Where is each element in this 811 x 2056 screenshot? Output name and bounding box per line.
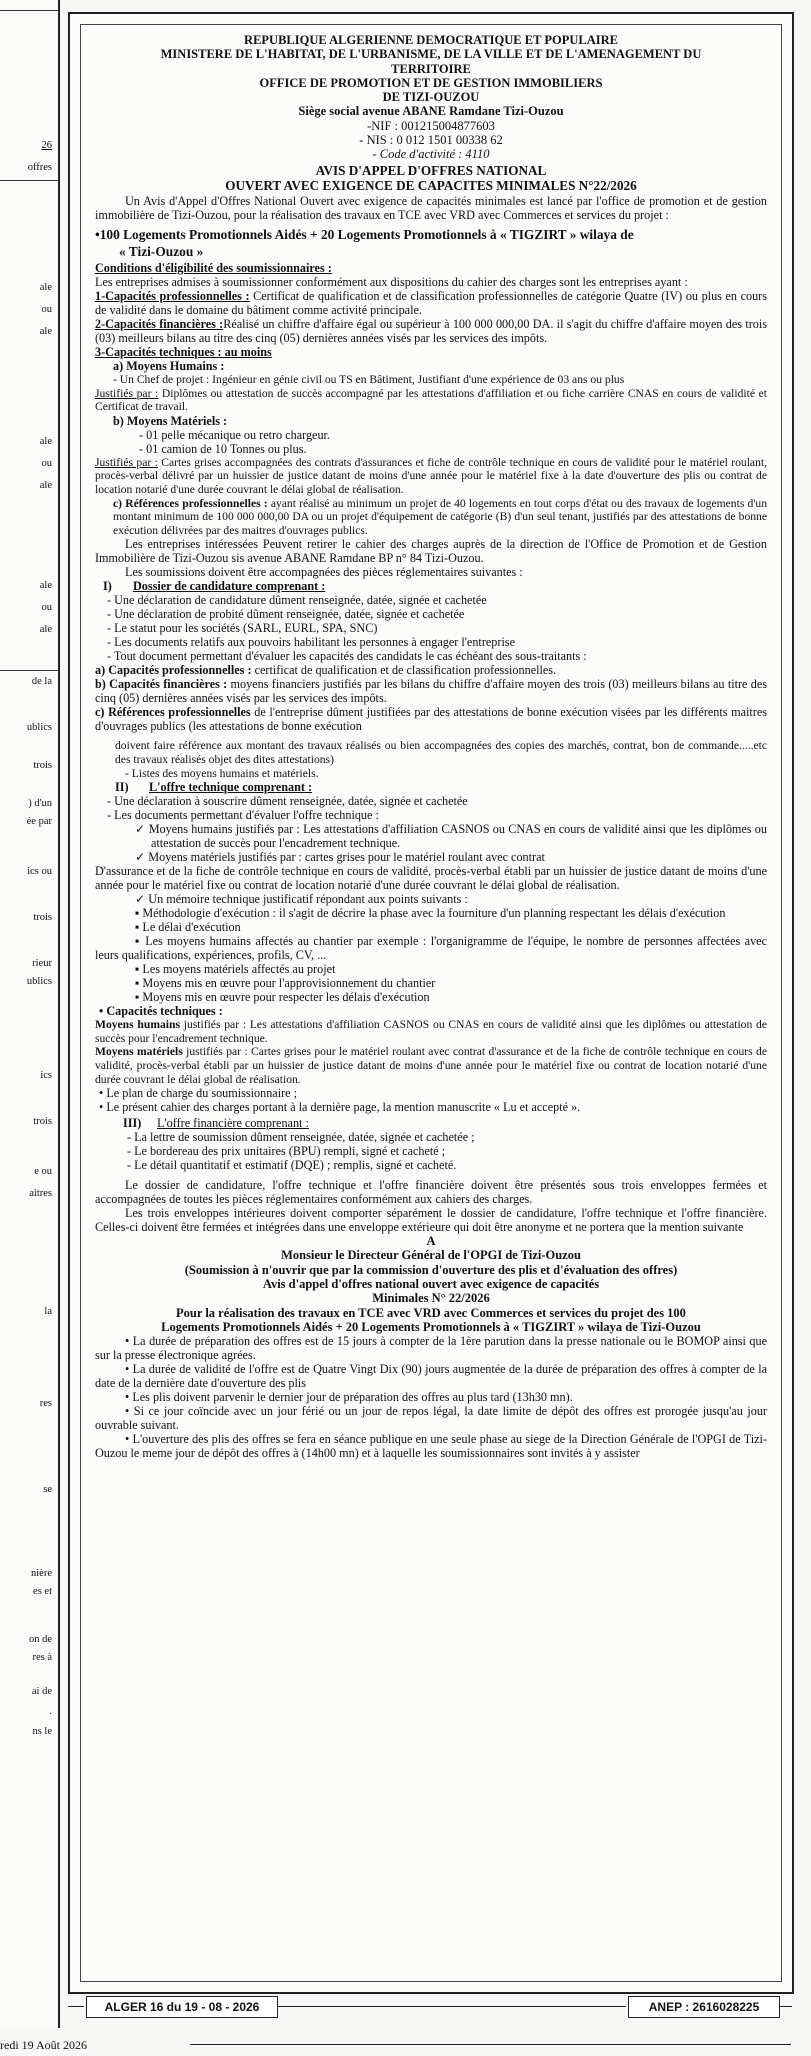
notice-title-line2: OUVERT AVEC EXIGENCE DE CAPACITES MINIMALES N°22/2026: [225, 178, 637, 194]
page-date-line: [0, 2036, 811, 2056]
republic-title: REPUBLIQUE ALGERIENNE DEMOCRATIQUE ET POPULAIRE: [244, 33, 618, 47]
checkmark-icon: ✓: [135, 822, 149, 837]
project-lot: •100 Logements Promotionnels Aidés + 20 Logements Promotionnels à « TIGZIRT » wilaya de: [95, 226, 634, 242]
nis-number: - NIS : 0 012 1501 00338 62: [359, 133, 503, 148]
fragment-text: se: [43, 1484, 52, 1495]
check-item: [95, 822, 767, 850]
list-item: - Une déclaration de probité dûment renseignée, datée, signée et cachetée: [107, 607, 465, 622]
section-title: L'offre financière comprenant :: [157, 1116, 309, 1131]
page-date: redi 19 Août 2026: [0, 2038, 87, 2052]
fragment-text: res à: [32, 1652, 52, 1663]
references-text: ayant réalisé au minimum un projet de 40 logements en tout corps d'état ou des travaux de logements d'un montant minimum de 100 000 000,00 DA ou un projet d'équipement de catégorie (B) d'un seul tenant, justifiés par des attestations de bonne exécution délivrées par des maitres d'ouvrages publics.: [113, 496, 767, 537]
required-documents-intro: Les soumissions doivent être accompagnées des pièces réglementaires suivantes :: [125, 565, 523, 580]
condition-text: Réalisé un chiffre d'affaire égal ou supérieur à 100 000 000,00 DA. il s'agit du chiffre d'affaire moyen des trois (03) meilleurs bilans au titre des cinq (05) dernières années visés par les services des impôts.: [95, 317, 768, 346]
footer: [68, 1996, 794, 2020]
square-bullet-icon: ▪: [135, 990, 143, 1005]
references-label: c) Références professionnelles :: [113, 496, 268, 510]
financial-offer-heading: [95, 1116, 767, 1130]
material-item: - 01 camion de 10 Tonnes ou plus.: [139, 441, 307, 456]
list-item: - La lettre de soumission dûment renseignée, datée, signée et cachetée ;: [127, 1130, 475, 1145]
footer-rule: [68, 2006, 84, 2007]
fragment-text: rieur: [32, 958, 52, 969]
notice-title-line1: AVIS D'APPEL D'OFFRES NATIONAL: [315, 162, 547, 178]
office-title: OFFICE DE PROMOTION ET DE GESTION IMMOBILIERS: [259, 75, 603, 90]
section-title: L'offre technique comprenant :: [149, 780, 313, 795]
list-item: - Listes des moyens humains et matériels.: [125, 766, 319, 780]
mention-project-cont: Logements Promotionnels Aidés + 20 Logements Promotionnels à « TIGZIRT » wilaya de Tizi-Ouzou: [161, 1319, 701, 1334]
fragment-text: nière: [31, 1568, 52, 1579]
bullet-item: [95, 962, 767, 976]
material-means-justification: [95, 1045, 767, 1086]
notice-title: [95, 163, 767, 194]
fragment-text: on de: [28, 1634, 52, 1645]
condition-label: 1-Capacités professionnelles :: [95, 289, 250, 304]
condition-financial: [95, 317, 767, 345]
square-bullet-icon: ▪: [135, 906, 143, 921]
bullet-text: Le plan de charge du soumissionnaire ;: [106, 1086, 297, 1101]
divider: [0, 670, 58, 671]
checkmark-icon: ✓: [135, 892, 149, 907]
fragment-text: ics: [40, 1070, 52, 1081]
bullet-text: Moyens mis en œuvre pour l'approvisionnement du chantier: [142, 976, 436, 991]
bullet-item: [95, 1086, 767, 1100]
condition-text: Certificat de qualification et de classification professionnelles de catégorie Quatre (IV) ou plus en cours de validité dans le domaine du bâtiment comme activité principale.: [95, 289, 767, 318]
fragment-text: trois: [33, 1116, 52, 1127]
closing-deadline: • Les plis doivent parvenir le dernier jour de préparation des offres au plus tard (13h30 mn).: [125, 1390, 573, 1405]
bullet-methodology: [95, 906, 767, 920]
fragment-text: la: [44, 1306, 52, 1317]
announcement-frame: [68, 12, 794, 1994]
activity-code: - Code d'activité : 4110: [372, 147, 490, 162]
bullet-text: Moyens mis en œuvre pour respecter les délais d'exécution: [142, 990, 430, 1005]
means-label: Moyens matériels: [95, 1045, 183, 1059]
closing-holiday: • Si ce jour coïncide avec un jour férié ou un jour de repos légal, la date limite de dépôt des offres est prorogée jusqu'au jour ouvrable suivant.: [95, 1404, 767, 1433]
publication-reference: ALGER 16 du 19 - 08 - 2026: [86, 1996, 278, 2018]
envelope-mention: [95, 1234, 767, 1334]
fragment-text: 26: [41, 140, 52, 151]
fragment-text: ou: [41, 602, 52, 613]
closing-duration: • La durée de préparation des offres est de 15 jours à compter de la 1ère parution dans la presse nationale ou le BOMOP ainsi que sur la presse électronique agrées.: [95, 1334, 767, 1363]
divider: [0, 10, 58, 11]
square-bullet-icon: ▪: [135, 934, 146, 949]
fragment-text: ai de: [31, 1686, 52, 1697]
condition-technical: 3-Capacités techniques : au moins: [95, 345, 272, 360]
professional-references: [95, 497, 767, 538]
heading-text: Capacités techniques :: [106, 1004, 223, 1019]
bullet-icon: •: [99, 1004, 107, 1019]
section-number: I): [103, 579, 112, 594]
mention-notice: Avis d'appel d'offres national ouvert avec exigence de capacités: [262, 1277, 600, 1292]
list-item: - Le statut pour les sociétés (SARL, EURL, SPA, SNC): [107, 621, 378, 636]
technical-capacities-heading: [95, 1004, 767, 1018]
bullet-text: Le délai d'exécution: [142, 920, 241, 935]
fragment-text: ou: [41, 458, 52, 469]
fragment-text: .: [49, 1706, 52, 1717]
means-text: justifiés par : Les attestations d'affiliation CASNOS ou CNAS en cours de validité ainsi que les diplômes ou attestation de succès pour l'encadrement technique.: [95, 1018, 767, 1045]
bullet-icon: •: [99, 1100, 107, 1115]
office-address: Siège social avenue ABANE Ramdane Tizi-Ouzou: [298, 104, 564, 119]
square-bullet-icon: ▪: [135, 920, 143, 935]
list-item-text: Le statut pour les sociétés (SARL, EURL, SPA, SNC): [114, 621, 378, 636]
list-item: - Les documents relatifs aux pouvoirs habilitant les personnes à engager l'entreprise: [107, 635, 515, 650]
check-item-text: Moyens humains justifiés par : Les attestations d'affiliation CASNOS ou CNAS en cours de validité ainsi que les diplômes ou attestation de succès pour l'encadrement technique.: [148, 822, 767, 851]
human-means-proof: [95, 387, 767, 414]
capacity-label: c) Références professionnelles: [95, 705, 251, 720]
fragment-text: trois: [33, 912, 52, 923]
list-item: - Le détail quantitatif et estimatif (DQE) ; remplis, signé et cacheté.: [127, 1158, 457, 1173]
fragment-text: ou: [41, 304, 52, 315]
material-item: - 01 pelle mécanique ou retro chargeur.: [139, 427, 330, 442]
human-means-justification: [95, 1018, 767, 1045]
office-city: DE TIZI-OUZOU: [382, 90, 480, 105]
conditions-intro: Les entreprises admises à soumissionner conformément aux dispositions du cahier des charges sont les entreprises ayant :: [95, 275, 688, 290]
capacity-text: de l'entreprise dûment justifiées par des attestations de bonne exécution visées par les différents maitres d'ouvrages publics (les attestations de bonne exécution: [95, 705, 767, 734]
checkmark-icon: ✓: [135, 850, 149, 865]
list-item: - Une déclaration à souscrire dûment renseignée, datée, signée et cachetée: [107, 794, 468, 809]
list-item: - Une déclaration de candidature dûment renseignée, datée, signée et cachetée: [107, 593, 487, 608]
list-item-text: La lettre de soumission dûment renseignée, datée, signée et cachetée ;: [134, 1130, 475, 1145]
list-item-text: Listes des moyens humains et matériels.: [131, 766, 319, 780]
withdrawal-paragraph: Les entreprises intéressées Peuvent retirer le cahier des charges auprès de la direction de l'Office de Promotion et de Gestion Immobilière de Tizi-Ouzou sis avenue ABANE Ramdane BP n° 84 Tizi-Ouzou.: [95, 537, 767, 566]
bullet-text: Les moyens humains affectés au chantier par exemple : l'organigramme de l'équipe, le nombre de personnes affectées avec leurs qualifications, expériences, profils, CV, ...: [95, 934, 767, 963]
capacity-professional: [95, 663, 767, 677]
fragment-text: res: [39, 1398, 52, 1409]
list-item-text: Une déclaration de candidature dûment renseignée, datée, signée et cachetée: [114, 593, 487, 608]
fragment-text: ale: [39, 282, 52, 293]
list-item-text: Une déclaration de probité dûment renseignée, datée, signée et cachetée: [114, 607, 465, 622]
fragment-text: ) d'un: [28, 798, 52, 809]
fragment-text: ale: [39, 326, 52, 337]
technical-paragraph: D'assurance et de la fiche de contrôle technique en cours de validité, procès-verbal établi par un huissier de justice datant de moins d'une année pour le matériel fixe ou contrat de location notarié d'une durée couvrant le délai global de réalisation.: [95, 864, 767, 893]
check-item: [95, 850, 767, 864]
technical-offer-heading: [95, 780, 767, 794]
section-number: II): [115, 780, 129, 795]
mention-warning: (Soumission à n'ouvrir que par la commission d'ouverture des plis et d'évaluation des offres): [184, 1262, 678, 1277]
anep-reference: ANEP : 2616028225: [628, 1996, 780, 2018]
nif-number: -NIF : 001215004877603: [367, 118, 495, 133]
fragment-text: ale: [39, 436, 52, 447]
means-text: justifiés par : Cartes grises pour le matériel roulant avec contrat d'assurance et de la fiche de contrôle technique en cours de validité, procès-verbal établi par un huissier de justice datant de moins d'une année pour le matériel fixe ou contrat de location notarié d'une durée couvrant le délai global de réalisation.: [95, 1045, 767, 1086]
section-title: Dossier de candidature comprenant :: [133, 579, 326, 594]
condition-professional: [95, 289, 767, 317]
fragment-text: offres: [27, 162, 52, 173]
divider: [190, 2044, 791, 2045]
fragment-text: ics ou: [27, 866, 52, 877]
material-means-proof: [95, 456, 767, 497]
means-label: Moyens humains: [95, 1018, 180, 1032]
conditions-heading: Conditions d'éligibilité des soumissionnaires :: [95, 261, 332, 276]
proof-label: Justifiés par :: [95, 386, 159, 400]
list-item-text: Les documents relatifs aux pouvoirs habilitant les personnes à engager l'entreprise: [114, 635, 515, 650]
ministry-title: MINISTERE DE L'HABITAT, DE L'URBANISME, DE LA VILLE ET DE L'AMENAGEMENT DU: [160, 47, 702, 62]
human-means-heading: a) Moyens Humains :: [113, 359, 225, 374]
intro-paragraph: Un Avis d'Appel d'Offres National Ouvert avec exigence de capacités minimales est lancé par l'office de promotion et de gestion immobilière de Tizi-Ouzou, pour la réalisation des travaux en TCE avec VRD avec Commerces et services du projet :: [95, 193, 767, 222]
list-item: - Tout document permettant d'évaluer les capacités des candidats le cas échéant des sous-traitants :: [107, 649, 587, 664]
capacity-label: a) Capacités professionnelles :: [95, 663, 252, 678]
envelopes-paragraph: Le dossier de candidature, l'offre technique et l'offre financière doivent être présentés sous trois enveloppes fermées et accompagnées de toutes les pièces réglementaires conformément aux cahiers des charges.: [95, 1178, 767, 1207]
mention-recipient: Monsieur le Directeur Général de l'OPGI de Tizi-Ouzou: [281, 1248, 581, 1263]
bullet-icon: •: [99, 1086, 107, 1101]
capacity-label: b) Capacités financières :: [95, 677, 228, 692]
project-lot-wilaya: « Tizi-Ouzou »: [119, 243, 204, 259]
proof-label: Justifiés par :: [95, 455, 158, 469]
inner-envelopes-paragraph: Les trois enveloppes intérieures doivent comporter séparément le dossier de candidature, l'offre technique et l'offre financière. Celles-ci doivent être fermées et intégrées dans une enveloppe extérieure qui doit être anonyme et ne portera que la mention suivante: [95, 1206, 767, 1235]
footer-rule: [780, 2006, 792, 2007]
list-item-text: Une déclaration à souscrire dûment renseignée, datée, signée et cachetée: [114, 794, 468, 809]
list-item: - Le bordereau des prix unitaires (BPU) rempli, signé et cacheté ;: [127, 1144, 446, 1159]
bullet-item: [95, 1100, 767, 1114]
ministry-title-cont: TERRITOIRE: [391, 61, 471, 76]
bullet-human-means: [95, 934, 767, 962]
footer-rule: [278, 2006, 626, 2007]
fragment-text: ns le: [32, 1726, 52, 1737]
bullet-text: Méthodologie d'exécution : il s'agit de décrire la phase avec la fourniture d'un planning respectant les délais d'exécution: [142, 906, 726, 921]
check-item-text: Moyens matériels justifiés par : cartes grises pour le matériel roulant avec contrat: [148, 850, 545, 865]
bullet-item: [95, 920, 767, 934]
bullet-item: [95, 976, 767, 990]
list-item: - Les documents permettant d'évaluer l'offre technique :: [107, 808, 379, 823]
bullet-text: Le présent cahier des charges portant à la dernière page, la mention manuscrite « Lu et accepté ».: [106, 1100, 581, 1115]
bullet-item: [95, 990, 767, 1004]
announcement-body: [80, 24, 782, 1982]
fragment-text: ale: [39, 580, 52, 591]
mention-number: Minimales N° 22/2026: [372, 1291, 490, 1306]
condition-label: 2-Capacités financières :: [95, 317, 224, 332]
capacity-text: moyens financiers justifiés par les bilans du chiffre d'affaire moyen des trois (03) meilleurs bilans au titre des cinq (05) dernières années visés par les services des impôts.: [95, 677, 768, 706]
fragment-text: ale: [39, 624, 52, 635]
capacity-references: [95, 705, 767, 733]
references-continuation: doivent faire référence aux montant des travaux réalisés ou bien accompagnées des copies des marchés, contrat, bon de commande.....etc des travaux réalisés objet des dites attestations): [115, 739, 767, 767]
list-item-text: Le détail quantitatif et estimatif (DQE) ; remplis, signé et cacheté.: [134, 1158, 457, 1173]
spacer: [95, 222, 767, 225]
proof-text: Diplômes ou attestation de succès accompagné par les attestations d'affiliation et ou fiche carrière CNAS en cours de validité et Certificat de travail.: [95, 386, 767, 414]
mention-a: A: [426, 1234, 436, 1249]
fragment-text: aitres: [29, 1188, 52, 1199]
fragment-text: e ou: [34, 1166, 52, 1177]
list-item-text: Les documents permettant d'évaluer l'offre technique :: [114, 808, 379, 823]
material-means-heading: b) Moyens Matériels :: [113, 413, 228, 428]
fragment-text: trois: [33, 760, 52, 771]
proof-text: Cartes grises accompagnées des contrats d'assurances et fiche de contrôle technique en cours de validité pour le matériel roulant, procès-verbal délivré par un huissier de justice datant de moins d'une année pour le matériel fixe à la date d'ouverture des plis ou contrat de location notarié d'une durée couvrant le délai global de réalisation.: [95, 455, 767, 497]
fragment-text: ublics: [26, 722, 52, 733]
check-item: [95, 892, 767, 906]
list-item-text: Le bordereau des prix unitaires (BPU) rempli, signé et cacheté ;: [134, 1144, 446, 1159]
section-number: III): [123, 1116, 142, 1131]
bullet-text: Les moyens matériels affectés au projet: [142, 962, 336, 977]
divider: [0, 180, 58, 181]
capacity-text: certificat de qualification et de classification professionnelles.: [251, 663, 557, 678]
list-item-text: Tout document permettant d'évaluer les capacités des candidats le cas échéant des sous-traitants :: [113, 649, 587, 664]
capacity-financial: [95, 677, 767, 705]
closing-opening: • L'ouverture des plis des offres se fera en séance publique en une seule phase au siege de la Direction Générale de l'OPGI de Tizi-Ouzou le meme jour de dépôt des offres à (14h00 mn) et à laquelle les soumissionnaires sont invités à y assister: [95, 1432, 767, 1461]
human-means-text: - Un Chef de projet : Ingénieur en génie civil ou TS en Bâtiment, Justifiant d'une expérience de 03 ans ou plus: [113, 373, 625, 387]
fragment-text: ublics: [26, 976, 52, 987]
adjacent-column-fragment: [0, 0, 60, 2028]
fragment-text: de la: [31, 676, 52, 687]
square-bullet-icon: ▪: [135, 962, 143, 977]
square-bullet-icon: ▪: [135, 976, 143, 991]
closing-validity: • La durée de validité de l'offre est de Quatre Vingt Dix (90) jours augmentée de la durée de préparation des offres à compter de la date de la dernière date d'ouverture des plis: [95, 1362, 767, 1391]
check-item-text: Un mémoire technique justificatif répondant aux points suivants :: [148, 892, 468, 907]
fragment-text: ale: [39, 480, 52, 491]
fragment-text: es et: [33, 1586, 52, 1597]
letterhead: [95, 33, 767, 162]
candidature-heading: [95, 579, 767, 593]
fragment-text: ée par: [26, 816, 52, 827]
mention-project: Pour la réalisation des travaux en TCE avec VRD avec Commerces et services du projet des 100: [176, 1305, 686, 1320]
